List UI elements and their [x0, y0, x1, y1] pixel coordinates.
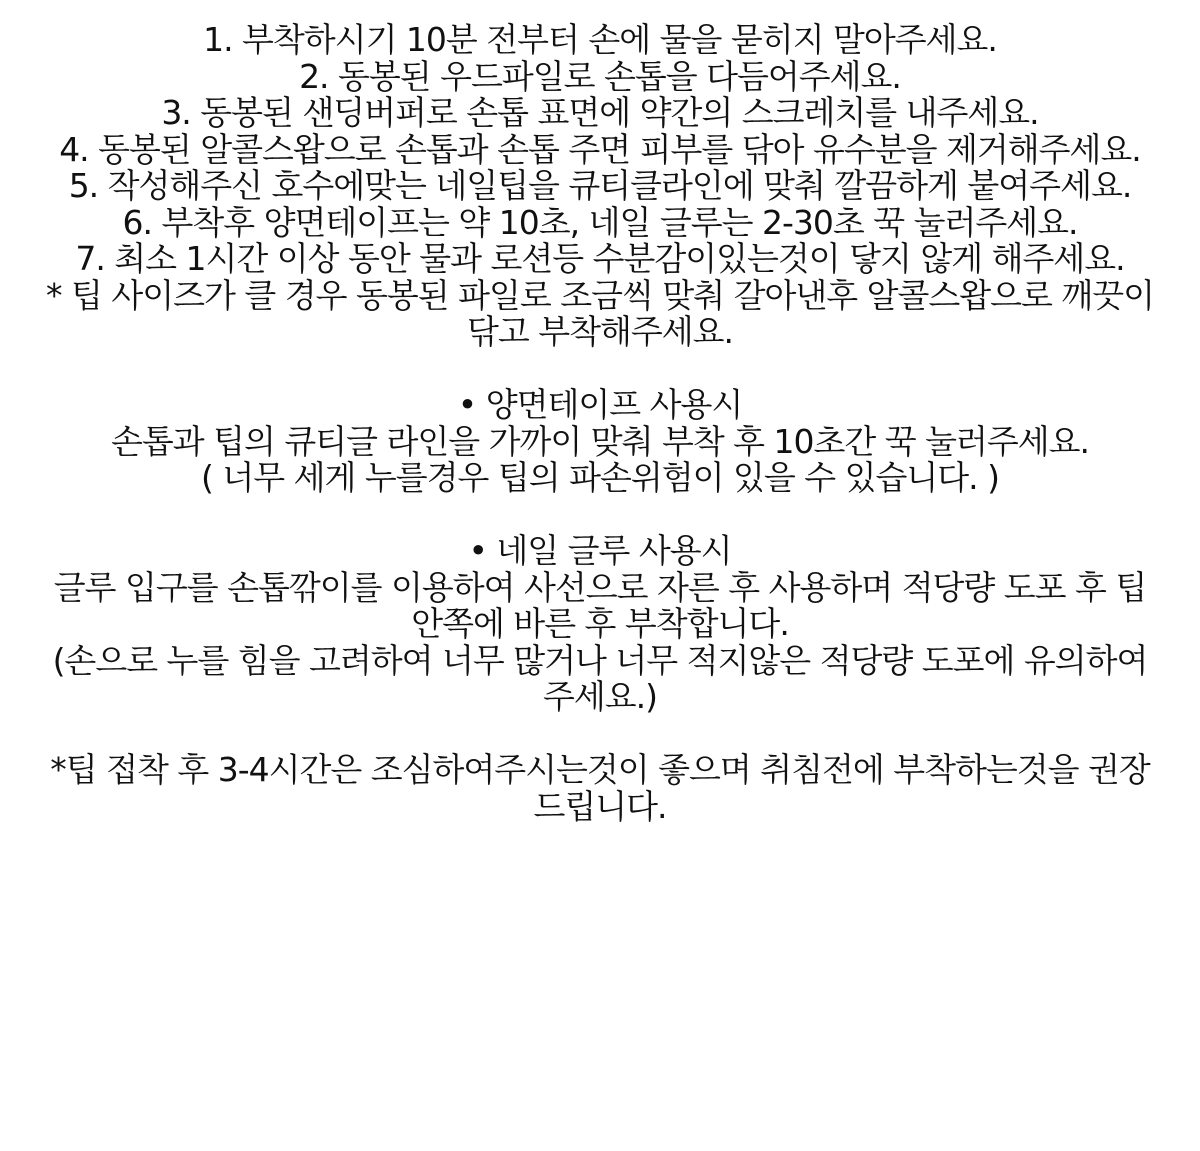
spacer — [40, 497, 1160, 534]
glue-section-heading: • 네일 글루 사용시 — [468, 531, 732, 570]
tape-section-heading: • 양면테이프 사용시 — [457, 385, 743, 424]
final-note: *팁 접착 후 3-4시간은 조심하여주시는것이 좋으며 취침전에 부착하는것을 권장드립니다. — [50, 750, 1150, 826]
step-7: 7. 최소 1시간 이상 동안 물과 로션등 수분감이있는것이 닿지 않게 해주세요. — [75, 239, 1125, 278]
spacer — [40, 716, 1160, 753]
instruction-text-block — [40, 22, 1160, 825]
spacer — [40, 351, 1160, 388]
step-6: 6. 부착후 양면테이프는 약 10초, 네일 글루는 2-30초 꾹 눌러주세요. — [122, 202, 1078, 242]
tape-section-caution: ( 너무 세게 누를경우 팁의 파손위험이 있을 수 있습니다. ) — [201, 458, 999, 497]
glue-section-body: 글루 입구를 손톱깎이를 이용하여 사선으로 자른 후 사용하며 적당량 도포 후 팁 안쪽에 바른 후 부착합니다. — [53, 567, 1147, 643]
step-2: 2. 동봉된 우드파일로 손톱을 다듬어주세요. — [299, 56, 901, 96]
step-5: 5. 작성해주신 호수에맞는 네일팁을 큐티클라인에 맞춰 깔끔하게 붙여주세요. — [68, 166, 1132, 205]
step-1: 1. 부착하시기 10분 전부터 손에 물을 묻히지 말아주세요. — [203, 20, 997, 59]
step-3: 3. 동봉된 샌딩버퍼로 손톱 표면에 약간의 스크레치를 내주세요. — [161, 93, 1039, 132]
step-4: 4. 동봉된 알콜스왑으로 손톱과 손톱 주면 피부를 닦아 유수분을 제거해주세요. — [59, 129, 1141, 169]
glue-section-caution: (손으로 누를 힘을 고려하여 너무 많거나 너무 적지않은 적당량 도포에 유의하여 주세요.) — [52, 640, 1148, 716]
tape-section-body: 손톱과 팁의 큐티글 라인을 가까이 맞춰 부착 후 10초간 꾹 눌러주세요. — [110, 421, 1090, 461]
tip-size-note: * 팁 사이즈가 클 경우 동봉된 파일로 조금씩 맞춰 갈아낸후 알콜스왑으로 깨끗이 닦고 부착해주세요. — [46, 275, 1154, 351]
